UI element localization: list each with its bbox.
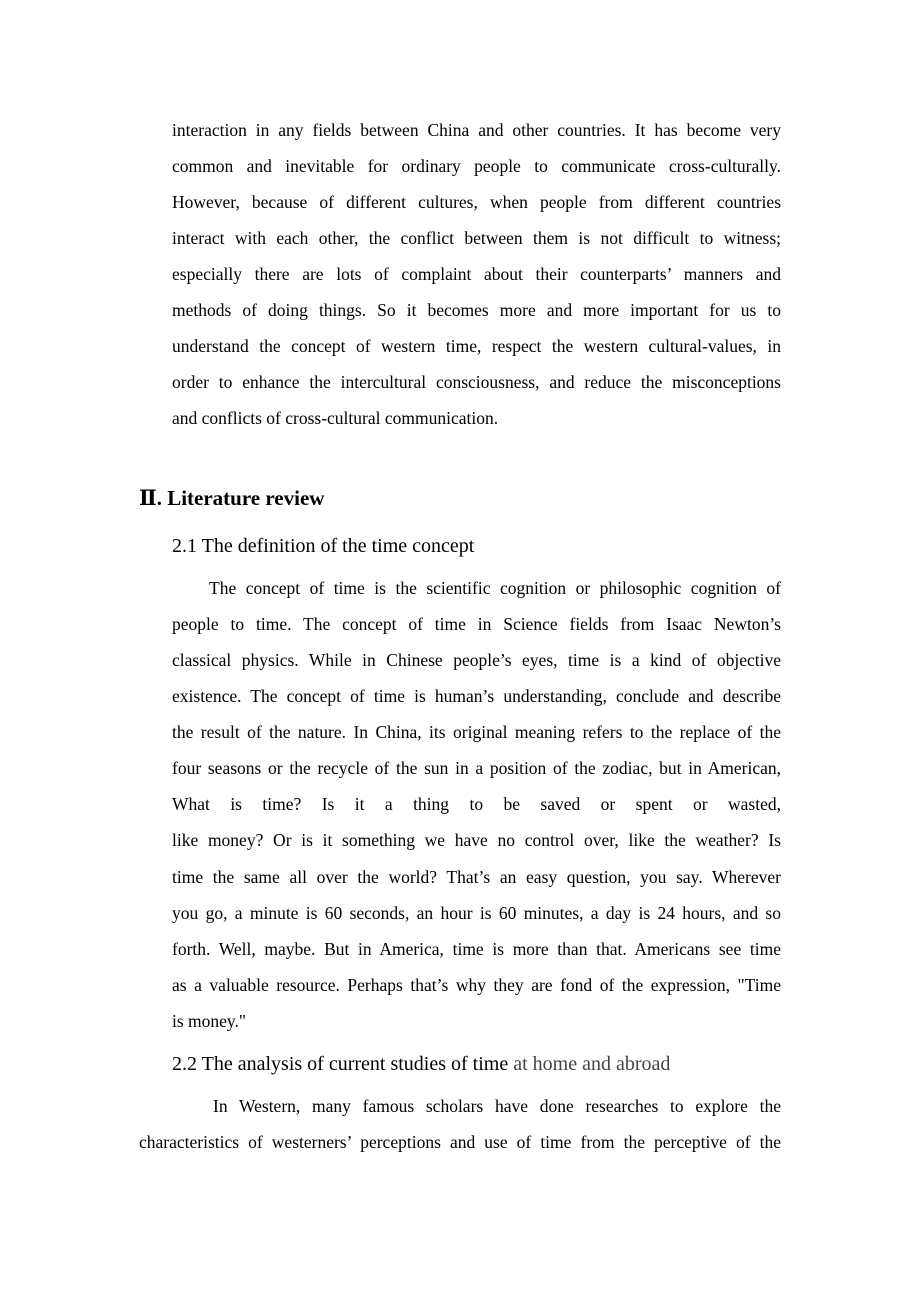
text-line: The concept of time is the scientific cognition or philosophic cognition of [209,578,781,598]
text-line: understand the concept of western time, respect the western cultural-values, in [172,336,781,356]
text-line: time the same all over the world? That’s an easy question, you say. Wherever [172,867,781,887]
text-line: is money." [172,1011,247,1031]
text-line: you go, a minute is 60 seconds, an hour is 60 minutes, a day is 24 hours, and so [172,903,781,923]
text-line: In Western, many famous scholars have done researches to explore the [213,1096,781,1116]
text-line: order to enhance the intercultural consciousness, and reduce the misconceptions [172,372,781,392]
section-heading: Ⅱ. Literature review [139,486,325,510]
text-line: like money? Or is it something we have no control over, like the weather? Is [172,830,781,850]
text-line: However, because of different cultures, when people from different countries [172,192,781,212]
text-line: forth. Well, maybe. But in America, time is more than that. Americans see time [172,939,781,959]
text-line: as a valuable resource. Perhaps that’s why they are fond of the expression, "Time [172,975,781,995]
text-line: classical physics. While in Chinese people’s eyes, time is a kind of objective [172,650,781,670]
text-line: What is time? Is it a thing to be saved or spent or wasted, [172,794,781,814]
text-line: four seasons or the recycle of the sun in a position of the zodiac, but in American, [172,758,781,778]
text-line: people to time. The concept of time in Science fields from Isaac Newton’s [172,614,781,634]
text-line: characteristics of westerners’ perceptions and use of time from the perceptive of the [139,1132,781,1152]
text-line: especially there are lots of complaint about their counterparts’ manners and [172,264,781,284]
text-line: common and inevitable for ordinary people to communicate cross-culturally. [172,156,781,176]
text-line: the result of the nature. In China, its original meaning refers to the replace of the [172,722,781,742]
text-line: existence. The concept of time is human’s understanding, conclude and describe [172,686,781,706]
subsection-title-main: 2.2 The analysis of current studies of time [172,1053,509,1075]
text-line: interaction in any fields between China and other countries. It has become very [172,120,781,140]
text-line: interact with each other, the conflict between them is not difficult to witness; [172,228,781,248]
text-line: and conflicts of cross-cultural communication. [172,408,499,428]
subsection-title-tail: at home and abroad [508,1053,671,1075]
subsection-title [172,1051,670,1077]
text-line: methods of doing things. So it becomes more and more important for us to [172,300,781,320]
subsection-title: 2.1 The definition of the time concept [172,535,475,557]
